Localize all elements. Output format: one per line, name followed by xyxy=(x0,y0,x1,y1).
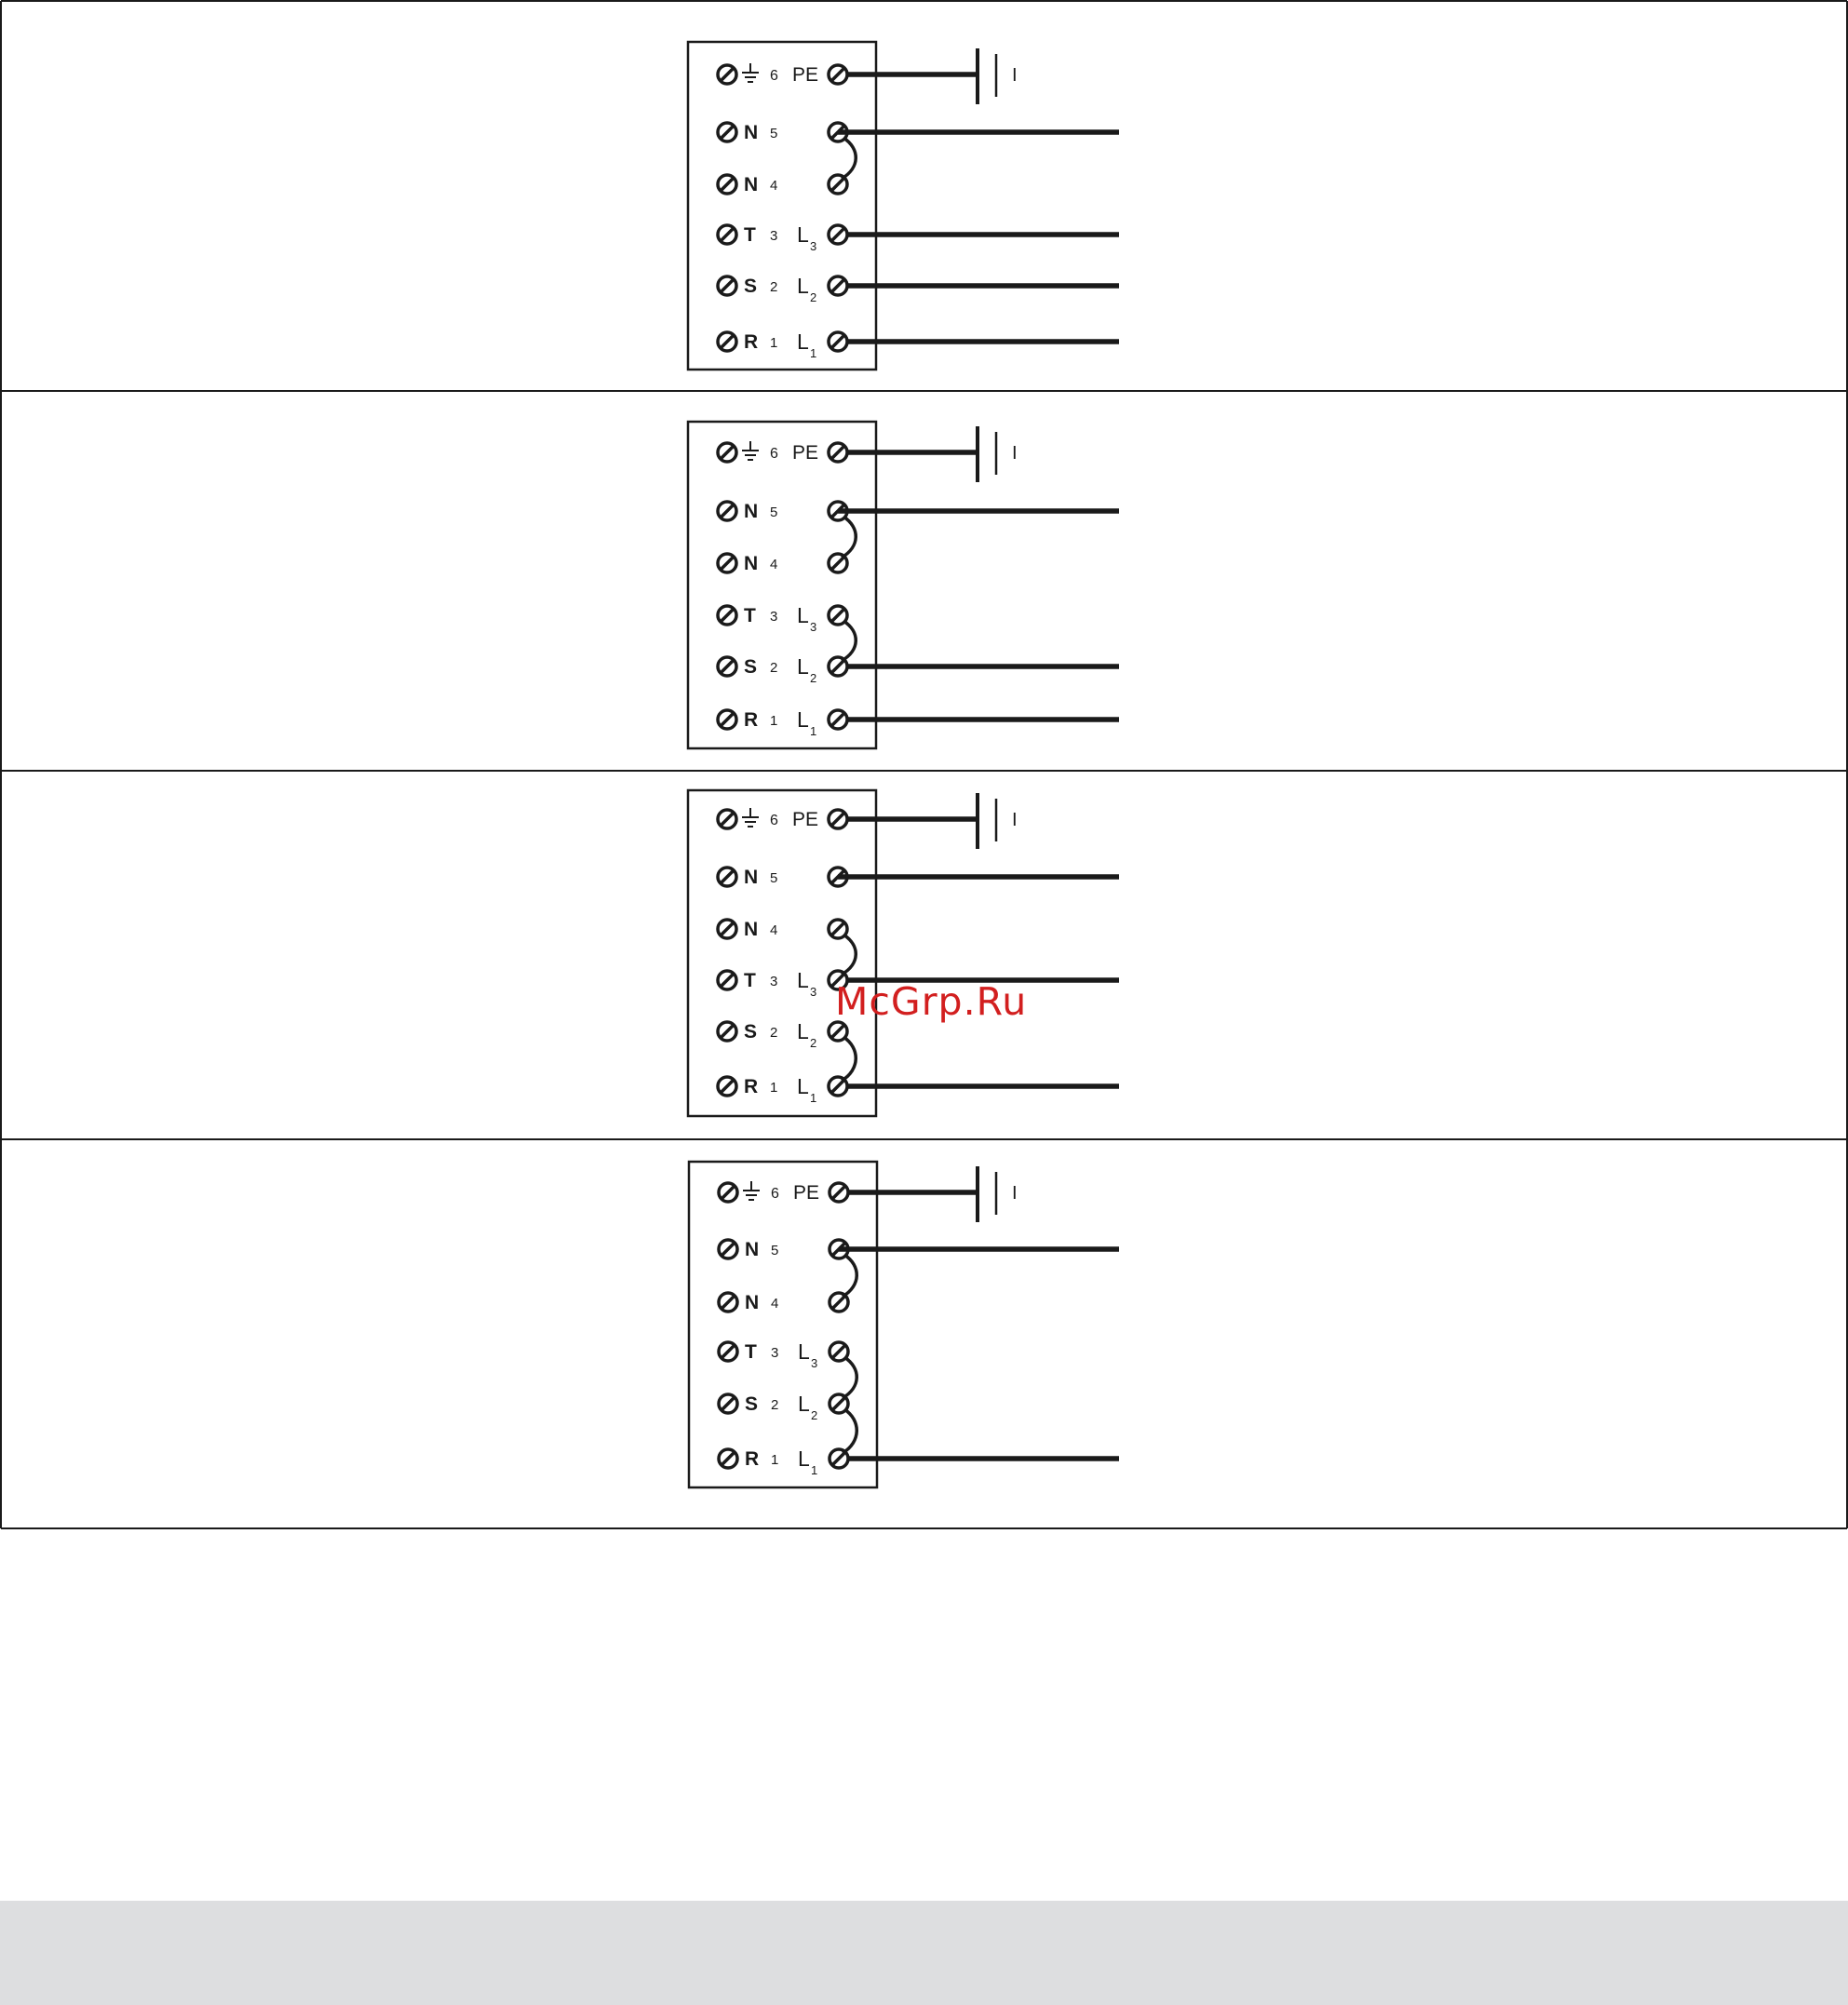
terminal-label-pe: PE xyxy=(792,809,819,830)
terminal-number: 3 xyxy=(770,228,778,244)
terminal-row-n4 xyxy=(718,919,847,940)
phase-label: L xyxy=(797,1074,809,1098)
phase-subscript: 1 xyxy=(810,1091,817,1105)
terminal-label-pe: PE xyxy=(792,442,819,464)
terminal-letter: T xyxy=(744,605,756,626)
jumper-bridge xyxy=(843,1409,857,1453)
terminal-number: 5 xyxy=(770,505,778,520)
terminal-row-n5 xyxy=(719,1239,848,1260)
jumper-bridge xyxy=(843,1357,857,1398)
screw-left-icon xyxy=(719,1183,737,1202)
jumper-bridge xyxy=(842,935,856,975)
screw-left-icon xyxy=(718,276,736,295)
phase-label: L xyxy=(797,222,809,247)
outer-frame xyxy=(1,1,1847,1528)
phase-subscript: 1 xyxy=(810,724,817,738)
screw-left-icon xyxy=(718,810,736,828)
terminal-number: 3 xyxy=(770,609,778,625)
terminal-number: 2 xyxy=(771,1397,779,1413)
earth-icon xyxy=(742,808,759,827)
jumper-bridge xyxy=(842,138,856,179)
phase-subscript: 1 xyxy=(811,1463,818,1477)
phase-label: L xyxy=(798,1392,810,1416)
screw-left-icon xyxy=(718,225,736,244)
terminal-letter: R xyxy=(745,1448,760,1470)
terminal-letter: S xyxy=(744,276,758,297)
terminal-letter: R xyxy=(744,1076,759,1097)
terminal-block xyxy=(689,1162,877,1487)
phase-subscript: 3 xyxy=(811,1356,818,1370)
earth-icon xyxy=(742,441,759,460)
terminal-row-n4 xyxy=(718,174,847,195)
terminal-row-s2 xyxy=(718,274,847,304)
terminal-row-r1 xyxy=(718,330,847,360)
terminal-label-pe: PE xyxy=(793,1182,820,1204)
terminal-row-r1 xyxy=(718,707,847,738)
terminal-block xyxy=(688,422,876,748)
earth-mark: I xyxy=(1012,1183,1018,1204)
terminal-letter: S xyxy=(745,1393,759,1415)
jumper-bridge xyxy=(842,621,856,661)
phase-subscript: 3 xyxy=(810,620,817,634)
terminal-number: 2 xyxy=(770,279,778,295)
screw-right-icon xyxy=(829,332,847,351)
terminal-panel-3 xyxy=(688,790,1119,1116)
terminal-number: 3 xyxy=(771,1345,779,1361)
terminal-row-pe xyxy=(718,808,847,830)
terminal-row-t3 xyxy=(718,222,847,253)
screw-right-icon xyxy=(829,443,847,462)
screw-left-icon xyxy=(719,1342,737,1361)
phase-subscript: 2 xyxy=(811,1408,818,1422)
terminal-row-n5 xyxy=(718,867,847,888)
terminal-row-t3 xyxy=(718,603,847,634)
terminal-row-s2 xyxy=(718,654,847,685)
screw-left-icon xyxy=(718,554,736,572)
phase-label: L xyxy=(797,968,809,992)
watermark: McGrp.Ru xyxy=(835,979,1028,1024)
jumper-bridge xyxy=(842,517,856,558)
screw-right-icon xyxy=(829,810,847,828)
phase-label: L xyxy=(797,274,809,298)
terminal-block xyxy=(688,42,876,370)
screw-left-icon xyxy=(718,710,736,729)
screw-right-icon xyxy=(829,276,847,295)
terminal-number: 6 xyxy=(770,446,778,462)
screw-right-icon xyxy=(829,225,847,244)
terminal-panel-2 xyxy=(688,422,1119,748)
screw-left-icon xyxy=(719,1394,737,1413)
terminal-number: 5 xyxy=(770,126,778,141)
terminal-row-r1 xyxy=(718,1074,847,1105)
terminal-number: 4 xyxy=(770,178,778,194)
terminal-number: 6 xyxy=(771,1186,779,1202)
terminal-number: 2 xyxy=(770,1025,778,1041)
screw-right-icon xyxy=(829,65,847,84)
terminal-letter: N xyxy=(744,122,759,143)
phase-subscript: 2 xyxy=(810,671,817,685)
terminal-number: 2 xyxy=(770,660,778,676)
terminal-row-r1 xyxy=(719,1447,848,1477)
terminal-row-n4 xyxy=(719,1292,848,1313)
screw-left-icon xyxy=(718,920,736,938)
screw-left-icon xyxy=(718,971,736,989)
terminal-letter: N xyxy=(745,1292,760,1313)
phase-subscript: 2 xyxy=(810,290,817,304)
phase-label: L xyxy=(798,1339,810,1364)
screw-left-icon xyxy=(718,65,736,84)
terminal-panel-4 xyxy=(689,1162,1119,1487)
earth-icon xyxy=(743,1181,760,1200)
phase-subscript: 3 xyxy=(810,239,817,253)
jumper-bridge xyxy=(842,1037,856,1081)
screw-left-icon xyxy=(718,502,736,520)
terminal-number: 5 xyxy=(771,1243,779,1258)
earth-mark: I xyxy=(1012,810,1018,830)
phase-subscript: 3 xyxy=(810,985,817,999)
screw-left-icon xyxy=(718,123,736,141)
terminal-letter: S xyxy=(744,656,758,678)
terminal-number: 1 xyxy=(770,713,778,729)
terminal-row-s2 xyxy=(719,1392,848,1422)
terminal-row-pe xyxy=(718,63,847,86)
screw-left-icon xyxy=(719,1240,737,1258)
phase-label: L xyxy=(797,707,809,732)
terminal-number: 6 xyxy=(770,68,778,84)
terminal-row-pe xyxy=(719,1181,848,1204)
earth-mark: I xyxy=(1012,443,1018,464)
screw-left-icon xyxy=(718,868,736,886)
phase-subscript: 1 xyxy=(810,346,817,360)
earth-mark: I xyxy=(1012,65,1018,86)
terminal-number: 4 xyxy=(770,922,778,938)
terminal-letter: R xyxy=(744,331,759,353)
terminal-letter: N xyxy=(744,867,759,888)
terminal-number: 5 xyxy=(770,870,778,886)
phase-label: L xyxy=(797,603,809,627)
terminal-letter: S xyxy=(744,1021,758,1043)
terminal-letter: T xyxy=(744,224,756,246)
terminal-number: 6 xyxy=(770,813,778,828)
phase-label: L xyxy=(798,1447,810,1471)
terminal-row-t3 xyxy=(718,968,847,999)
phase-label: L xyxy=(797,1019,809,1043)
terminal-row-pe xyxy=(718,441,847,464)
terminal-letter: T xyxy=(744,970,756,991)
terminal-row-n4 xyxy=(718,553,847,574)
footer-band xyxy=(0,1901,1848,2005)
terminal-number: 4 xyxy=(770,557,778,572)
terminal-number: 1 xyxy=(770,1080,778,1096)
terminal-block xyxy=(688,790,876,1116)
screw-left-icon xyxy=(718,606,736,625)
phase-subscript: 2 xyxy=(810,1036,817,1050)
screw-left-icon xyxy=(718,443,736,462)
screw-right-icon xyxy=(829,710,847,729)
terminal-number: 3 xyxy=(770,974,778,989)
terminal-letter: N xyxy=(744,174,759,195)
terminal-letter: N xyxy=(744,501,759,522)
terminal-number: 1 xyxy=(770,335,778,351)
terminal-panel-1 xyxy=(688,42,1119,370)
terminal-letter: R xyxy=(744,709,759,731)
screw-left-icon xyxy=(719,1449,737,1468)
phase-label: L xyxy=(797,654,809,679)
screw-left-icon xyxy=(719,1293,737,1312)
screw-left-icon xyxy=(718,332,736,351)
screw-left-icon xyxy=(718,1077,736,1096)
earth-icon xyxy=(742,63,759,82)
screw-left-icon xyxy=(718,657,736,676)
terminal-label-pe: PE xyxy=(792,64,819,86)
terminal-letter: N xyxy=(744,919,759,940)
terminal-letter: N xyxy=(744,553,759,574)
terminal-row-n5 xyxy=(718,501,847,522)
terminal-row-t3 xyxy=(719,1339,848,1370)
phase-label: L xyxy=(797,330,809,354)
terminal-number: 1 xyxy=(771,1452,779,1468)
terminal-letter: T xyxy=(745,1341,757,1363)
jumper-bridge xyxy=(843,1255,857,1297)
terminal-row-n5 xyxy=(718,122,847,143)
screw-left-icon xyxy=(718,1022,736,1041)
terminal-row-s2 xyxy=(718,1019,847,1050)
terminal-number: 4 xyxy=(771,1296,779,1312)
screw-left-icon xyxy=(718,175,736,194)
screw-right-icon xyxy=(830,1183,848,1202)
terminal-letter: N xyxy=(745,1239,760,1260)
